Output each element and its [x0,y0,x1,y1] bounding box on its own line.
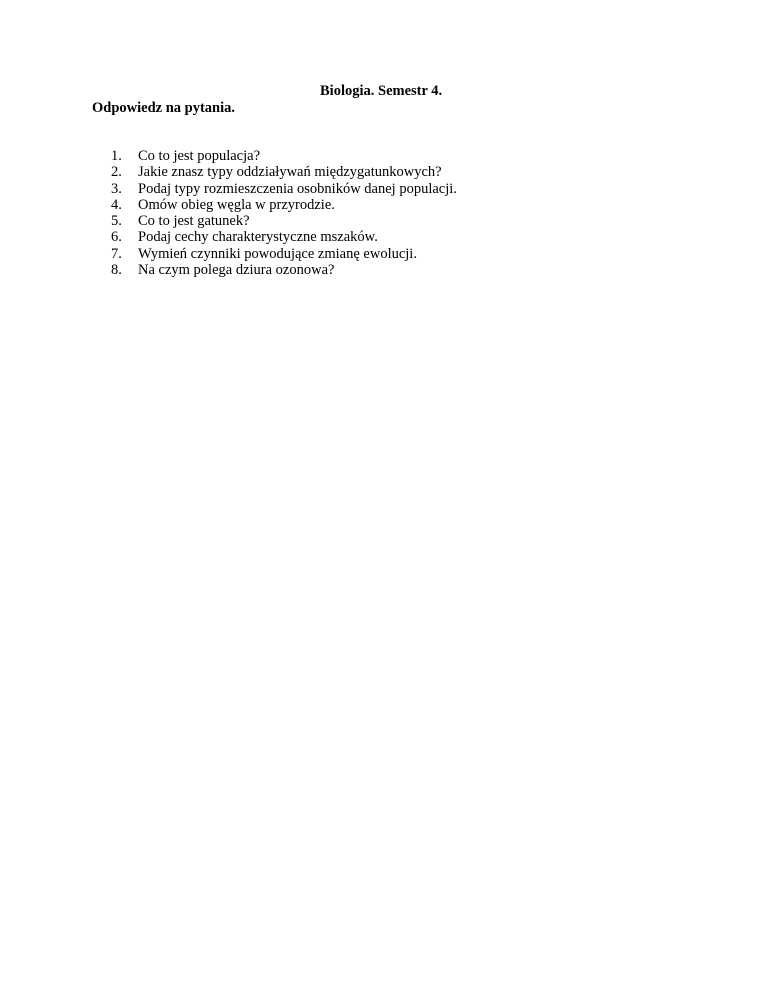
question-text: Wymień czynniki powodujące zmianę ewolucji. [138,245,417,262]
question-text: Co to jest gatunek? [138,213,250,230]
question-text: Co to jest populacja? [138,148,261,164]
page-title: Biologia. Semestr 4. [320,83,443,99]
question-number: 6. [111,229,122,246]
question-number: 2. [111,164,122,181]
question-text: Podaj typy rozmieszczenia osobników danej populacji. [138,180,457,197]
question-number: 1. [111,148,122,164]
question-text: Jakie znasz typy oddziaływań międzygatunkowych? [138,164,442,181]
question-number: 8. [111,262,122,279]
instruction-text: Odpowiedz na pytania. [92,100,236,116]
question-number: 4. [111,196,122,213]
question-text: Na czym polega dziura ozonowa? [138,262,335,279]
question-number: 7. [111,245,122,262]
question-number: 3. [111,180,122,197]
question-text: Omów obieg węgla w przyrodzie. [138,196,335,213]
question-text: Podaj cechy charakterystyczne mszaków. [138,229,378,246]
question-number: 5. [111,213,122,230]
